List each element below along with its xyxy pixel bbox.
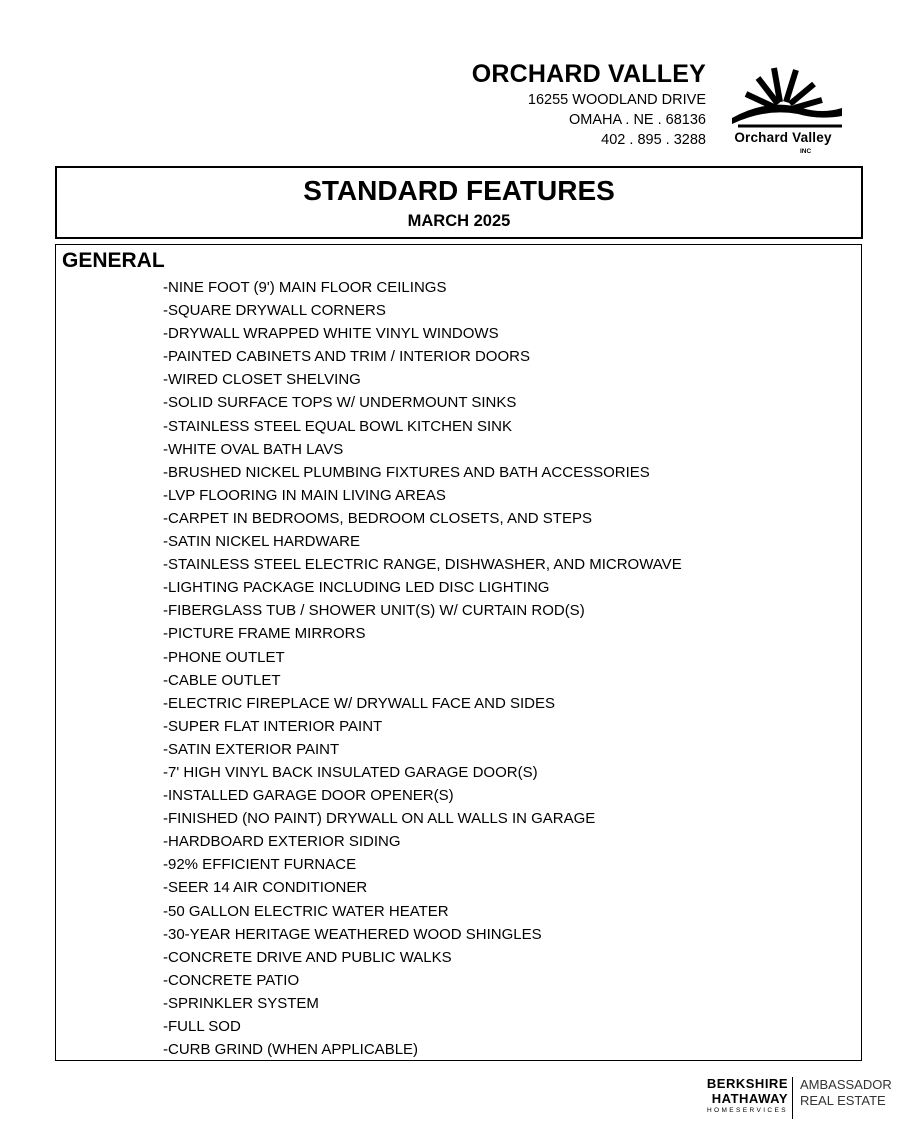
brand-line-3: HOMESERVICES	[706, 1107, 788, 1114]
feature-item: -PAINTED CABINETS AND TRIM / INTERIOR DOORS	[163, 348, 530, 366]
document-date: MARCH 2025	[407, 212, 511, 230]
feature-item: -SOLID SURFACE TOPS W/ UNDERMOUNT SINKS	[163, 394, 517, 412]
feature-item: -PICTURE FRAME MIRRORS	[163, 625, 366, 643]
page-title: STANDARD FEATURES	[303, 175, 615, 206]
logo-inc: INC	[800, 148, 812, 155]
feature-item: -7' HIGH VINYL BACK INSULATED GARAGE DOOR(S)	[163, 763, 538, 781]
company-address: 16255 WOODLAND DRIVE	[527, 92, 706, 108]
agency-line-1: AMBASSADOR	[800, 1077, 892, 1092]
feature-item: -SPRINKLER SYSTEM	[163, 994, 319, 1012]
feature-item: -NINE FOOT (9') MAIN FLOOR CEILINGS	[163, 279, 447, 296]
footer-divider	[792, 1077, 793, 1119]
company-name: ORCHARD VALLEY	[471, 60, 706, 88]
feature-item: -DRYWALL WRAPPED WHITE VINYL WINDOWS	[163, 325, 499, 343]
feature-item: -FINISHED (NO PAINT) DRYWALL ON ALL WALLS IN GARAGE	[163, 810, 596, 828]
feature-item: -92% EFFICIENT FURNACE	[163, 856, 357, 874]
rising-sun-over-hills-icon	[718, 62, 848, 128]
feature-item: -PHONE OUTLET	[163, 648, 285, 666]
orchard-valley-logo	[718, 62, 848, 158]
company-phone: 402 . 895 . 3288	[601, 132, 706, 148]
berkshire-hathaway-logo	[678, 1076, 788, 1116]
logo-text: Orchard Valley	[734, 130, 832, 145]
feature-item: -30-YEAR HERITAGE WEATHERED WOOD SHINGLES	[163, 925, 542, 943]
agency-line-2: REAL ESTATE	[800, 1093, 886, 1108]
brand-line-2: HATHAWAY	[711, 1091, 788, 1106]
agency-name	[800, 1077, 892, 1109]
feature-item: -SUPER FLAT INTERIOR PAINT	[163, 717, 383, 735]
section-heading: GENERAL	[62, 249, 165, 272]
feature-item: -SQUARE DRYWALL CORNERS	[163, 302, 386, 320]
feature-item: -LIGHTING PACKAGE INCLUDING LED DISC LIGHTING	[163, 579, 550, 597]
feature-item: -SEER 14 AIR CONDITIONER	[163, 879, 368, 897]
feature-item: -STAINLESS STEEL EQUAL BOWL KITCHEN SINK	[163, 417, 512, 435]
feature-item: -WIRED CLOSET SHELVING	[163, 371, 361, 389]
feature-item: -BRUSHED NICKEL PLUMBING FIXTURES AND BATH ACCESSORIES	[163, 463, 650, 481]
feature-item: -CARPET IN BEDROOMS, BEDROOM CLOSETS, AND STEPS	[163, 509, 592, 527]
feature-item: -ELECTRIC FIREPLACE W/ DRYWALL FACE AND SIDES	[163, 694, 556, 712]
feature-item: -50 GALLON ELECTRIC WATER HEATER	[163, 902, 449, 920]
company-city: OMAHA . NE . 68136	[568, 112, 706, 128]
feature-item: -SATIN NICKEL HARDWARE	[163, 533, 360, 551]
feature-item: -STAINLESS STEEL ELECTRIC RANGE, DISHWASHER, AND MICROWAVE	[163, 556, 682, 574]
feature-item: -LVP FLOORING IN MAIN LIVING AREAS	[163, 486, 446, 504]
feature-item: -INSTALLED GARAGE DOOR OPENER(S)	[163, 787, 454, 805]
feature-item: -CONCRETE DRIVE AND PUBLIC WALKS	[163, 948, 452, 966]
company-header	[472, 58, 706, 150]
feature-item: -HARDBOARD EXTERIOR SIDING	[163, 833, 401, 851]
feature-item: -WHITE OVAL BATH LAVS	[163, 440, 344, 458]
feature-item: -FIBERGLASS TUB / SHOWER UNIT(S) W/ CURTAIN ROD(S)	[163, 602, 585, 620]
feature-item: -FULL SOD	[163, 1018, 241, 1035]
feature-item: -CONCRETE PATIO	[163, 971, 300, 989]
feature-item: -SATIN EXTERIOR PAINT	[163, 740, 340, 758]
feature-item: -CURB GRIND (WHEN APPLICABLE)	[163, 1041, 419, 1059]
feature-item: -CABLE OUTLET	[163, 671, 281, 689]
title-box	[55, 166, 863, 239]
features-section	[55, 244, 862, 1061]
feature-list	[163, 276, 682, 1061]
brand-line-1: BERKSHIRE	[706, 1076, 788, 1091]
